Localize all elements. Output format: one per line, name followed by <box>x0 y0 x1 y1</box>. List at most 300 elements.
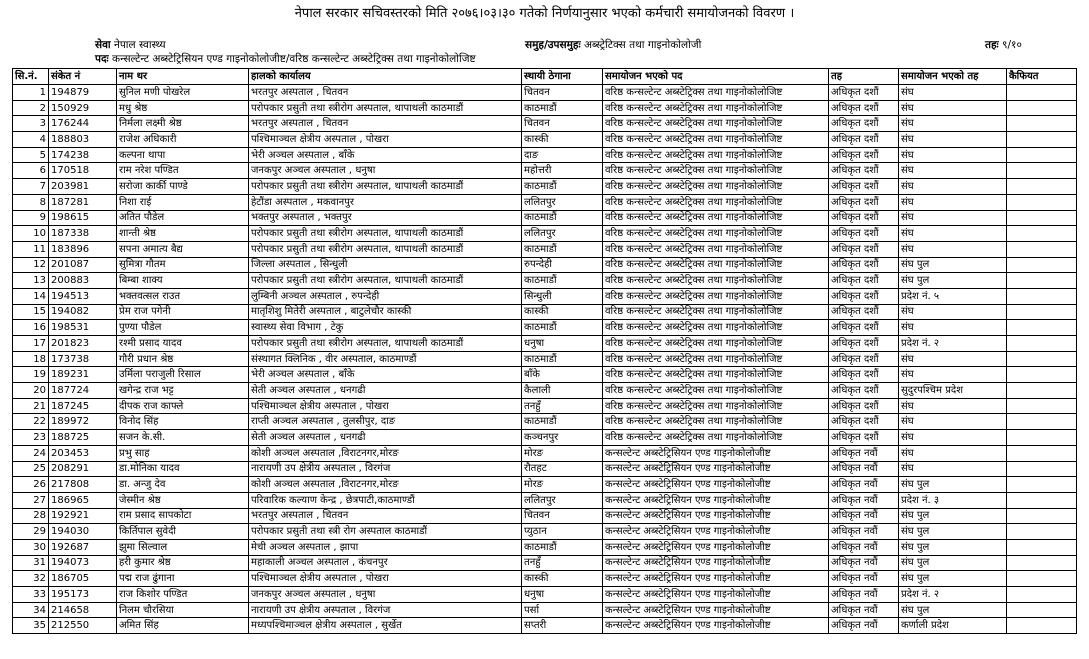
cell-level: अधिकृत नवौं <box>829 587 899 603</box>
cell-adjusted-post: वरिष्ठ कन्सल्टेन्ट अब्स्टेट्रिक्स तथा गाइनोकोलोजिष्ट <box>603 163 829 179</box>
cell-remarks <box>1007 116 1077 132</box>
cell-adjusted-post: कन्सल्टेन्ट अब्स्टेट्रिसियन एण्ड गाइनोकोलोजीष्ट <box>603 524 829 540</box>
table-row <box>13 587 1077 603</box>
cell-serial-number: 14 <box>13 288 49 304</box>
cell-adjusted-level: संघ पुल <box>899 508 1007 524</box>
cell-permanent-address: काठमाडौं <box>522 179 603 195</box>
cell-level: अधिकृत दशौं <box>829 179 899 195</box>
table-row <box>13 179 1077 195</box>
cell-permanent-address: महोत्तरी <box>522 163 603 179</box>
cell-code-number: 208291 <box>49 461 117 477</box>
header-permanent-address: स्थायी ठेगाना <box>522 69 603 85</box>
cell-current-office: नारायणी उप क्षेत्रीय अस्पताल , विरगंज <box>249 602 522 618</box>
cell-adjusted-level: संघ पुल <box>899 477 1007 493</box>
cell-current-office: भेरी अञ्चल अस्पताल , बाँके <box>249 367 522 383</box>
cell-adjusted-post: वरिष्ठ कन्सल्टेन्ट अब्स्टेट्रिक्स तथा गाइनोकोलोजिष्ट <box>603 100 829 116</box>
cell-current-office: कोशी अञ्चल अस्पताल ,विराटनगर,मोरङ <box>249 477 522 493</box>
cell-adjusted-level: संघ <box>899 179 1007 195</box>
cell-current-office: कोशी अञ्चल अस्पताल ,विराटनगर,मोरङ <box>249 445 522 461</box>
cell-code-number: 183896 <box>49 241 117 257</box>
cell-adjusted-post: कन्सल्टेन्ट अब्स्टेट्रिसियन एण्ड गाइनोकोलोजीष्ट <box>603 618 829 634</box>
cell-name: राम प्रसाद सापकोटा <box>117 508 249 524</box>
cell-name: प्रेम राज पगेनी <box>117 304 249 320</box>
cell-serial-number: 33 <box>13 587 49 603</box>
cell-current-office: जनकपुर अञ्चल अस्पताल , धनुषा <box>249 163 522 179</box>
cell-permanent-address: काठमाडौं <box>522 539 603 555</box>
table-row <box>13 257 1077 273</box>
cell-adjusted-post: कन्सल्टेन्ट अब्स्टेट्रिसियन एण्ड गाइनोकोलोजीष्ट <box>603 492 829 508</box>
table-row <box>13 116 1077 132</box>
cell-adjusted-level: संघ <box>899 367 1007 383</box>
cell-remarks <box>1007 320 1077 336</box>
table-row <box>13 320 1077 336</box>
cell-remarks <box>1007 602 1077 618</box>
cell-name: दीपक राज काफ्ले <box>117 398 249 414</box>
header-code-number: संकेत नं <box>49 69 117 85</box>
cell-serial-number: 29 <box>13 524 49 540</box>
cell-current-office: भेरी अञ्चल अस्पताल , बाँके <box>249 147 522 163</box>
cell-current-office: पश्चिमाञ्चल क्षेत्रीय अस्पताल , पोखरा <box>249 571 522 587</box>
cell-remarks <box>1007 351 1077 367</box>
cell-current-office: परोपकार प्रसुती तथा स्त्रीरोग अस्पताल, थापाथली काठमाडौं <box>249 179 522 195</box>
cell-current-office: स्वास्थ्य सेवा विभाग , टेकु <box>249 320 522 336</box>
cell-current-office: पश्चिमाञ्चल क्षेत्रीय अस्पताल , पोखरा <box>249 132 522 148</box>
cell-level: अधिकृत नवौं <box>829 524 899 540</box>
adjustment-table <box>12 68 1077 634</box>
header-level: तह <box>829 69 899 85</box>
cell-level: अधिकृत दशौं <box>829 163 899 179</box>
cell-remarks <box>1007 147 1077 163</box>
cell-level: अधिकृत दशौं <box>829 226 899 242</box>
cell-adjusted-level: संघ <box>899 226 1007 242</box>
table-row <box>13 461 1077 477</box>
cell-adjusted-post: वरिष्ठ कन्सल्टेन्ट अब्स्टेट्रिक्स तथा गाइनोकोलोजिष्ट <box>603 241 829 257</box>
cell-adjusted-level: संघ <box>899 132 1007 148</box>
cell-serial-number: 21 <box>13 398 49 414</box>
table-row <box>13 132 1077 148</box>
cell-name: डा. अन्जु देव <box>117 477 249 493</box>
cell-name: भक्तवत्सल राउत <box>117 288 249 304</box>
cell-name: सजन के.सी. <box>117 430 249 446</box>
cell-level: अधिकृत दशौं <box>829 414 899 430</box>
cell-remarks <box>1007 587 1077 603</box>
cell-code-number: 201823 <box>49 336 117 352</box>
cell-adjusted-level: संघ <box>899 445 1007 461</box>
cell-permanent-address: काठमाडौं <box>522 351 603 367</box>
cell-name: गौरी प्रधान श्रेष्ठ <box>117 351 249 367</box>
cell-name: निलम चौरसिया <box>117 602 249 618</box>
cell-serial-number: 25 <box>13 461 49 477</box>
table-row <box>13 351 1077 367</box>
cell-level: अधिकृत नवौं <box>829 602 899 618</box>
cell-level: अधिकृत दशौं <box>829 132 899 148</box>
cell-remarks <box>1007 477 1077 493</box>
table-row <box>13 430 1077 446</box>
cell-adjusted-level: संघ <box>899 100 1007 116</box>
cell-remarks <box>1007 618 1077 634</box>
cell-remarks <box>1007 571 1077 587</box>
cell-serial-number: 18 <box>13 351 49 367</box>
cell-code-number: 188803 <box>49 132 117 148</box>
cell-adjusted-post: कन्सल्टेन्ट अब्स्टेट्रिसियन एण्ड गाइनोकोलोजीष्ट <box>603 571 829 587</box>
cell-serial-number: 27 <box>13 492 49 508</box>
cell-code-number: 174238 <box>49 147 117 163</box>
table-row <box>13 414 1077 430</box>
cell-name: शान्ती श्रेष्ठ <box>117 226 249 242</box>
cell-remarks <box>1007 179 1077 195</box>
table-row <box>13 147 1077 163</box>
cell-adjusted-level: संघ पुल <box>899 524 1007 540</box>
cell-current-office: महाकाली अञ्चल अस्पताल , कंचनपुर <box>249 555 522 571</box>
header-adjusted-post: समायोजन भएको पद <box>603 69 829 85</box>
cell-code-number: 201087 <box>49 257 117 273</box>
group-value: अब्स्ट्रेटिक्स तथा गाइनोकोलोजी <box>583 39 702 51</box>
cell-level: अधिकृत दशौं <box>829 336 899 352</box>
cell-current-office: राप्ती अञ्चल अस्पताल , तुलसीपुर, दाङ <box>249 414 522 430</box>
cell-name: कल्पना थापा <box>117 147 249 163</box>
cell-adjusted-post: वरिष्ठ कन्सल्टेन्ट अब्स्टेट्रिक्स तथा गाइनोकोलोजिष्ट <box>603 430 829 446</box>
cell-name: मधु श्रेष्ठ <box>117 100 249 116</box>
cell-level: अधिकृत नवौं <box>829 477 899 493</box>
cell-permanent-address: काठमाडौं <box>522 320 603 336</box>
cell-name: सरोजा कार्की पाण्डे <box>117 179 249 195</box>
post-label: पदः <box>95 53 109 65</box>
cell-level: अधिकृत दशौं <box>829 194 899 210</box>
cell-level: अधिकृत दशौं <box>829 241 899 257</box>
cell-adjusted-post: वरिष्ठ कन्सल्टेन्ट अब्स्टेट्रिक्स तथा गाइनोकोलोजिष्ट <box>603 194 829 210</box>
cell-permanent-address: प्युठान <box>522 524 603 540</box>
cell-current-office: परोपकार प्रसुती तथा स्त्रीरोग अस्पताल, थापाथली काठमाडौं <box>249 336 522 352</box>
cell-adjusted-post: वरिष्ठ कन्सल्टेन्ट अब्स्टेट्रिक्स तथा गाइनोकोलोजिष्ट <box>603 132 829 148</box>
cell-remarks <box>1007 336 1077 352</box>
cell-remarks <box>1007 445 1077 461</box>
cell-name: झुमा सिल्वाल <box>117 539 249 555</box>
cell-remarks <box>1007 367 1077 383</box>
header-remarks: कैफियत <box>1007 69 1077 85</box>
cell-serial-number: 20 <box>13 383 49 399</box>
level-label: तहः <box>985 39 999 51</box>
cell-adjusted-level: संघ <box>899 241 1007 257</box>
cell-permanent-address: कास्की <box>522 304 603 320</box>
cell-current-office: भरतपुर अस्पताल , चितवन <box>249 508 522 524</box>
cell-level: अधिकृत दशौं <box>829 320 899 336</box>
cell-serial-number: 22 <box>13 414 49 430</box>
cell-code-number: 173738 <box>49 351 117 367</box>
cell-remarks <box>1007 241 1077 257</box>
cell-serial-number: 3 <box>13 116 49 132</box>
cell-permanent-address: काठमाडौं <box>522 241 603 257</box>
cell-code-number: 170518 <box>49 163 117 179</box>
cell-name: बिम्बा शाक्य <box>117 273 249 289</box>
cell-code-number: 189972 <box>49 414 117 430</box>
cell-code-number: 203981 <box>49 179 117 195</box>
cell-serial-number: 17 <box>13 336 49 352</box>
cell-name: किर्तिपाल सुवेदी <box>117 524 249 540</box>
cell-adjusted-level: प्रदेश नं. ५ <box>899 288 1007 304</box>
cell-remarks <box>1007 194 1077 210</box>
cell-level: अधिकृत नवौं <box>829 571 899 587</box>
cell-current-office: मेची अञ्चल अस्पताल , झापा <box>249 539 522 555</box>
table-row <box>13 100 1077 116</box>
cell-remarks <box>1007 414 1077 430</box>
cell-level: अधिकृत दशौं <box>829 147 899 163</box>
cell-current-office: सेती अञ्चल अस्पताल , धनगढी <box>249 430 522 446</box>
cell-remarks <box>1007 85 1077 101</box>
cell-serial-number: 12 <box>13 257 49 273</box>
cell-adjusted-level: संघ पुल <box>899 555 1007 571</box>
cell-adjusted-post: वरिष्ठ कन्सल्टेन्ट अब्स्टेट्रिक्स तथा गाइनोकोलोजिष्ट <box>603 336 829 352</box>
cell-level: अधिकृत नवौं <box>829 555 899 571</box>
cell-code-number: 187245 <box>49 398 117 414</box>
cell-adjusted-level: संघ <box>899 414 1007 430</box>
header-current-office: हालको कार्यालय <box>249 69 522 85</box>
cell-permanent-address: कञ्चनपुर <box>522 430 603 446</box>
cell-code-number: 189231 <box>49 367 117 383</box>
cell-name: रश्मी प्रसाद यादव <box>117 336 249 352</box>
cell-code-number: 194073 <box>49 555 117 571</box>
cell-adjusted-post: कन्सल्टेन्ट अब्स्टेट्रिसियन एण्ड गाइनोकोलोजीष्ट <box>603 555 829 571</box>
table-row <box>13 539 1077 555</box>
post-value: कन्सल्टेन्ट अब्स्टेट्रिसियन एण्ड गाइनोकोलोजीष्ट/वरिष्ठ कन्सल्टेन्ट अब्स्टेट्रिक्स तथा गाइनोकोलोजिष्ट <box>112 53 476 65</box>
cell-current-office: हेटौंडा अस्पताल , मकवानपुर <box>249 194 522 210</box>
cell-code-number: 194030 <box>49 524 117 540</box>
cell-name: निशा राई <box>117 194 249 210</box>
cell-adjusted-post: वरिष्ठ कन्सल्टेन्ट अब्स्टेट्रिक्स तथा गाइनोकोलोजिष्ट <box>603 116 829 132</box>
cell-serial-number: 16 <box>13 320 49 336</box>
cell-permanent-address: कास्की <box>522 571 603 587</box>
cell-current-office: लुम्बिनी अञ्चल अस्पताल , रुपन्देही <box>249 288 522 304</box>
cell-name: डा.मोनिका यादव <box>117 461 249 477</box>
cell-name: उर्मिला पराजुली रिसाल <box>117 367 249 383</box>
cell-permanent-address: मोरङ <box>522 477 603 493</box>
cell-adjusted-level: संघ पुल <box>899 273 1007 289</box>
cell-serial-number: 15 <box>13 304 49 320</box>
cell-permanent-address: कास्की <box>522 132 603 148</box>
cell-adjusted-post: कन्सल्टेन्ट अब्स्टेट्रिसियन एण्ड गाइनोकोलोजीष्ट <box>603 587 829 603</box>
cell-code-number: 186705 <box>49 571 117 587</box>
cell-adjusted-level: संघ <box>899 398 1007 414</box>
cell-permanent-address: पर्सा <box>522 602 603 618</box>
cell-adjusted-level: संघ <box>899 351 1007 367</box>
cell-adjusted-level: संघ पुल <box>899 602 1007 618</box>
cell-remarks <box>1007 492 1077 508</box>
cell-serial-number: 7 <box>13 179 49 195</box>
cell-name: प्रभु साह <box>117 445 249 461</box>
cell-serial-number: 28 <box>13 508 49 524</box>
table-row <box>13 336 1077 352</box>
cell-adjusted-level: संघ <box>899 304 1007 320</box>
cell-code-number: 187281 <box>49 194 117 210</box>
cell-level: अधिकृत दशौं <box>829 210 899 226</box>
cell-serial-number: 11 <box>13 241 49 257</box>
cell-code-number: 195173 <box>49 587 117 603</box>
cell-remarks <box>1007 100 1077 116</box>
service-value: नेपाल स्वास्थ्य <box>114 39 166 51</box>
cell-adjusted-post: कन्सल्टेन्ट अब्स्टेट्रिसियन एण्ड गाइनोकोलोजीष्ट <box>603 461 829 477</box>
cell-code-number: 150929 <box>49 100 117 116</box>
cell-current-office: परोपकार प्रसुती तथा स्त्रीरोग अस्पताल, थापाथली काठमाडौं <box>249 226 522 242</box>
cell-code-number: 194513 <box>49 288 117 304</box>
cell-remarks <box>1007 132 1077 148</box>
cell-adjusted-level: संघ <box>899 163 1007 179</box>
cell-adjusted-level: संघ पुल <box>899 257 1007 273</box>
cell-adjusted-post: वरिष्ठ कन्सल्टेन्ट अब्स्टेट्रिक्स तथा गाइनोकोलोजिष्ट <box>603 288 829 304</box>
cell-permanent-address: मोरङ <box>522 445 603 461</box>
cell-permanent-address: ललितपुर <box>522 194 603 210</box>
header-name: नाम थर <box>117 69 249 85</box>
cell-remarks <box>1007 210 1077 226</box>
cell-serial-number: 30 <box>13 539 49 555</box>
cell-code-number: 192921 <box>49 508 117 524</box>
cell-adjusted-level: संघ <box>899 85 1007 101</box>
table-row <box>13 555 1077 571</box>
cell-adjusted-level: संघ <box>899 147 1007 163</box>
table-row <box>13 618 1077 634</box>
cell-serial-number: 24 <box>13 445 49 461</box>
cell-permanent-address: रुपन्देही <box>522 257 603 273</box>
cell-current-office: परोपकार प्रसुती तथा स्त्रीरोग अस्पताल, थापाथली काठमाडौं <box>249 241 522 257</box>
table-row <box>13 445 1077 461</box>
cell-permanent-address: तनहुँ <box>522 398 603 414</box>
cell-level: अधिकृत दशौं <box>829 100 899 116</box>
cell-name: राज किशोर पण्डित <box>117 587 249 603</box>
cell-adjusted-post: वरिष्ठ कन्सल्टेन्ट अब्स्टेट्रिक्स तथा गाइनोकोलोजिष्ट <box>603 383 829 399</box>
table-row <box>13 492 1077 508</box>
cell-adjusted-level: प्रदेश नं. २ <box>899 587 1007 603</box>
cell-adjusted-level: संघ पुल <box>899 539 1007 555</box>
cell-adjusted-post: वरिष्ठ कन्सल्टेन्ट अब्स्टेट्रिक्स तथा गाइनोकोलोजिष्ट <box>603 304 829 320</box>
cell-serial-number: 10 <box>13 226 49 242</box>
cell-current-office: नारायणी उप क्षेत्रीय अस्पताल , विरगंज <box>249 461 522 477</box>
cell-adjusted-post: वरिष्ठ कन्सल्टेन्ट अब्स्टेट्रिक्स तथा गाइनोकोलोजिष्ट <box>603 147 829 163</box>
cell-adjusted-post: वरिष्ठ कन्सल्टेन्ट अब्स्टेट्रिक्स तथा गाइनोकोलोजिष्ट <box>603 257 829 273</box>
cell-adjusted-level: सुदुरपश्चिम प्रदेश <box>899 383 1007 399</box>
cell-current-office: सेती अञ्चल अस्पताल , धनगढी <box>249 383 522 399</box>
cell-serial-number: 13 <box>13 273 49 289</box>
cell-code-number: 194879 <box>49 85 117 101</box>
cell-adjusted-post: वरिष्ठ कन्सल्टेन्ट अब्स्टेट्रिक्स तथा गाइनोकोलोजिष्ट <box>603 367 829 383</box>
cell-level: अधिकृत दशौं <box>829 367 899 383</box>
cell-name: निर्मला लक्ष्मी श्रेष्ठ <box>117 116 249 132</box>
cell-code-number: 192687 <box>49 539 117 555</box>
cell-permanent-address: ललितपुर <box>522 226 603 242</box>
cell-level: अधिकृत दशौं <box>829 273 899 289</box>
table-row <box>13 383 1077 399</box>
table-row <box>13 508 1077 524</box>
cell-permanent-address: चितवन <box>522 116 603 132</box>
cell-remarks <box>1007 383 1077 399</box>
table-row <box>13 524 1077 540</box>
cell-remarks <box>1007 273 1077 289</box>
cell-permanent-address: चितवन <box>522 508 603 524</box>
cell-current-office: परोपकार प्रसुती तथा स्त्री रोग अस्पताल काठमाडौं <box>249 524 522 540</box>
cell-serial-number: 8 <box>13 194 49 210</box>
cell-adjusted-level: प्रदेश नं. २ <box>899 336 1007 352</box>
cell-level: अधिकृत दशौं <box>829 288 899 304</box>
cell-remarks <box>1007 398 1077 414</box>
table-row <box>13 241 1077 257</box>
cell-permanent-address: रौतहट <box>522 461 603 477</box>
cell-adjusted-post: वरिष्ठ कन्सल्टेन्ट अब्स्टेट्रिक्स तथा गाइनोकोलोजिष्ट <box>603 273 829 289</box>
cell-serial-number: 31 <box>13 555 49 571</box>
cell-adjusted-post: वरिष्ठ कन्सल्टेन्ट अब्स्टेट्रिक्स तथा गाइनोकोलोजिष्ट <box>603 210 829 226</box>
cell-serial-number: 35 <box>13 618 49 634</box>
cell-level: अधिकृत नवौं <box>829 461 899 477</box>
cell-permanent-address: दाङ <box>522 147 603 163</box>
cell-code-number: 217808 <box>49 477 117 493</box>
cell-level: अधिकृत दशौं <box>829 351 899 367</box>
cell-name: अतित पौडेल <box>117 210 249 226</box>
cell-name: खगेन्द्र राज भट्ट <box>117 383 249 399</box>
cell-adjusted-post: वरिष्ठ कन्सल्टेन्ट अब्स्टेट्रिक्स तथा गाइनोकोलोजिष्ट <box>603 226 829 242</box>
cell-level: अधिकृत नवौं <box>829 539 899 555</box>
cell-code-number: 203453 <box>49 445 117 461</box>
cell-adjusted-level: कर्णाली प्रदेश <box>899 618 1007 634</box>
service-label: सेवा <box>95 39 111 51</box>
cell-serial-number: 34 <box>13 602 49 618</box>
cell-serial-number: 5 <box>13 147 49 163</box>
cell-name: राम नरेश पण्डित <box>117 163 249 179</box>
cell-name: सुनिल मणी पोखरेल <box>117 85 249 101</box>
cell-permanent-address: चितवन <box>522 85 603 101</box>
cell-remarks <box>1007 555 1077 571</box>
cell-permanent-address: बाँके <box>522 367 603 383</box>
table-row <box>13 367 1077 383</box>
cell-level: अधिकृत दशौं <box>829 85 899 101</box>
table-row <box>13 571 1077 587</box>
cell-adjusted-post: वरिष्ठ कन्सल्टेन्ट अब्स्टेट्रिक्स तथा गाइनोकोलोजिष्ट <box>603 179 829 195</box>
cell-code-number: 186965 <box>49 492 117 508</box>
cell-adjusted-post: वरिष्ठ कन्सल्टेन्ट अब्स्टेट्रिक्स तथा गाइनोकोलोजिष्ट <box>603 414 829 430</box>
cell-remarks <box>1007 257 1077 273</box>
cell-permanent-address: काठमाडौं <box>522 210 603 226</box>
cell-adjusted-level: संघ <box>899 430 1007 446</box>
cell-current-office: जनकपुर अञ्चल अस्पताल , धनुषा <box>249 587 522 603</box>
cell-adjusted-level: संघ <box>899 116 1007 132</box>
cell-code-number: 187724 <box>49 383 117 399</box>
cell-permanent-address: धनुषा <box>522 336 603 352</box>
cell-serial-number: 9 <box>13 210 49 226</box>
table-row <box>13 210 1077 226</box>
cell-adjusted-post: कन्सल्टेन्ट अब्स्टेट्रिसियन एण्ड गाइनोकोलोजीष्ट <box>603 445 829 461</box>
cell-name: अमित सिंह <box>117 618 249 634</box>
cell-adjusted-level: संघ <box>899 320 1007 336</box>
cell-code-number: 176244 <box>49 116 117 132</box>
cell-serial-number: 23 <box>13 430 49 446</box>
table-row <box>13 226 1077 242</box>
cell-code-number: 212550 <box>49 618 117 634</box>
cell-adjusted-post: कन्सल्टेन्ट अब्स्टेट्रिसियन एण्ड गाइनोकोलोजीष्ट <box>603 602 829 618</box>
cell-current-office: मातृशिशु मितेरी अस्पताल , बाटुलेचौर कास्की <box>249 304 522 320</box>
cell-remarks <box>1007 304 1077 320</box>
cell-adjusted-post: वरिष्ठ कन्सल्टेन्ट अब्स्टेट्रिक्स तथा गाइनोकोलोजिष्ट <box>603 85 829 101</box>
cell-name: विनोद सिंह <box>117 414 249 430</box>
group-info <box>525 39 701 52</box>
group-label: समुह/उपसमुहः <box>525 39 581 51</box>
cell-name: सुमित्रा गौतम <box>117 257 249 273</box>
cell-adjusted-level: संघ <box>899 194 1007 210</box>
cell-level: अधिकृत दशौं <box>829 304 899 320</box>
cell-adjusted-post: कन्सल्टेन्ट अब्स्टेट्रिसियन एण्ड गाइनोकोलोजीष्ट <box>603 539 829 555</box>
cell-permanent-address: कैलाली <box>522 383 603 399</box>
cell-remarks <box>1007 430 1077 446</box>
cell-current-office: भक्तपुर अस्पताल , भक्तपुर <box>249 210 522 226</box>
cell-code-number: 188725 <box>49 430 117 446</box>
table-row <box>13 273 1077 289</box>
cell-remarks <box>1007 461 1077 477</box>
cell-serial-number: 4 <box>13 132 49 148</box>
table-row <box>13 477 1077 493</box>
